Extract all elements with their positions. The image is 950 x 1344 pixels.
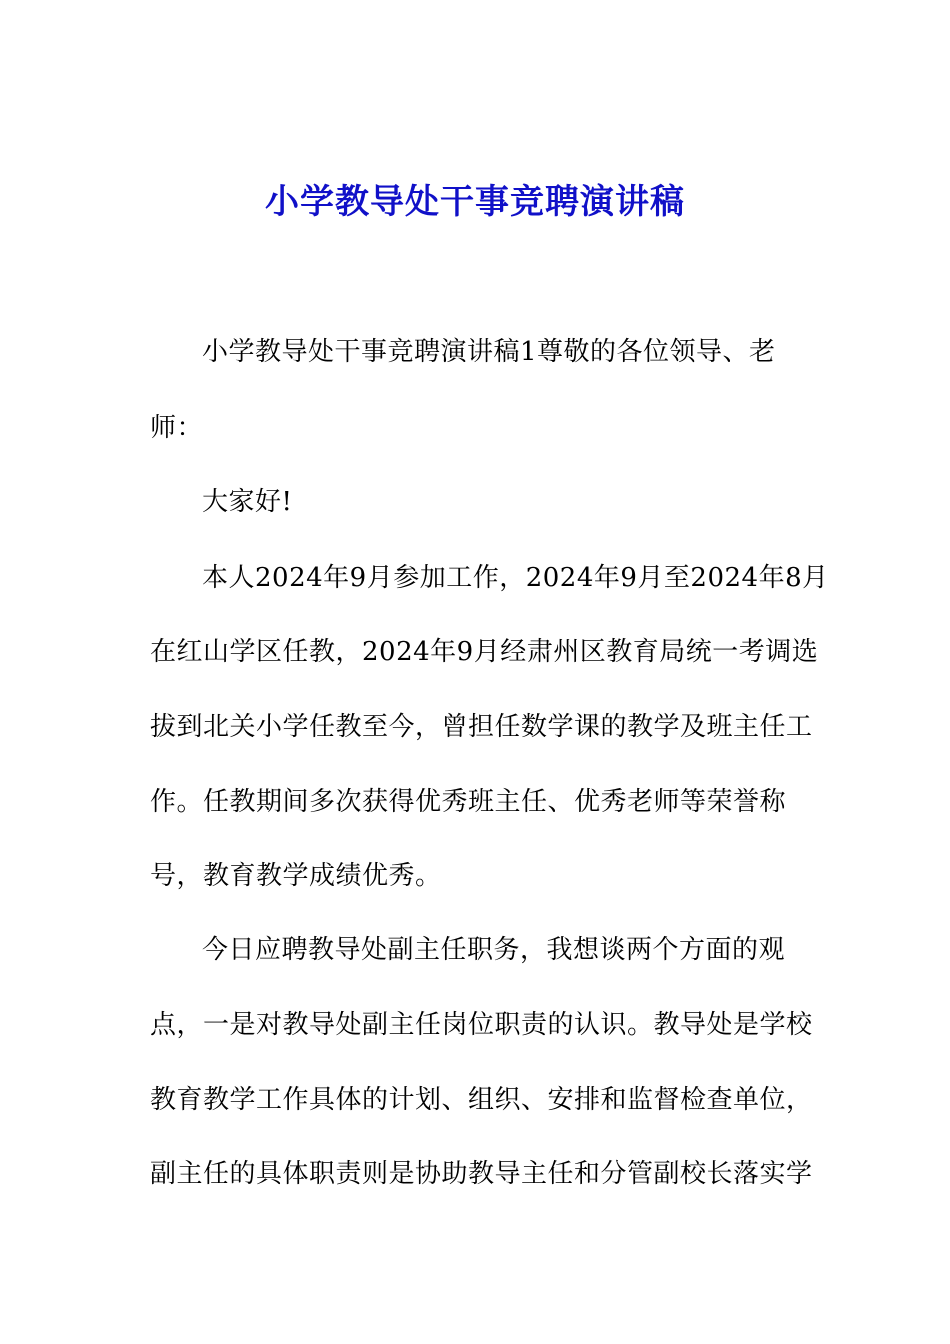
paragraph-line: 小学教导处干事竞聘演讲稿1尊敬的各位领导、老 [202,337,776,367]
paragraph-line: 拔到北关小学任教至今，曾担任数学课的教学及班主任工 [150,712,813,742]
paragraph-line: 教育教学工作具体的计划、组织、安排和监督检查单位， [150,1085,813,1115]
paragraph-line: 在红山学区任教，2024年9月经肃州区教育局统一考调选 [150,637,819,667]
document-title: 小学教导处干事竞聘演讲稿 [265,182,685,222]
paragraph-line: 号，教育教学成绩优秀。 [150,861,442,891]
paragraph-line: 点，一是对教导处副主任岗位职责的认识。教导处是学校 [150,1010,813,1040]
paragraph-line: 副主任的具体职责则是协助教导主任和分管副校长落实学 [150,1159,813,1189]
paragraph-line: 大家好! [202,487,293,517]
paragraph-line: 本人2024年9月参加工作，2024年9月至2024年8月 [202,563,829,593]
paragraph-line: 师： [150,413,204,443]
paragraph-line: 今日应聘教导处副主任职务，我想谈两个方面的观 [202,935,786,965]
paragraph-line: 作。任教期间多次获得优秀班主任、优秀老师等荣誉称 [150,787,787,817]
